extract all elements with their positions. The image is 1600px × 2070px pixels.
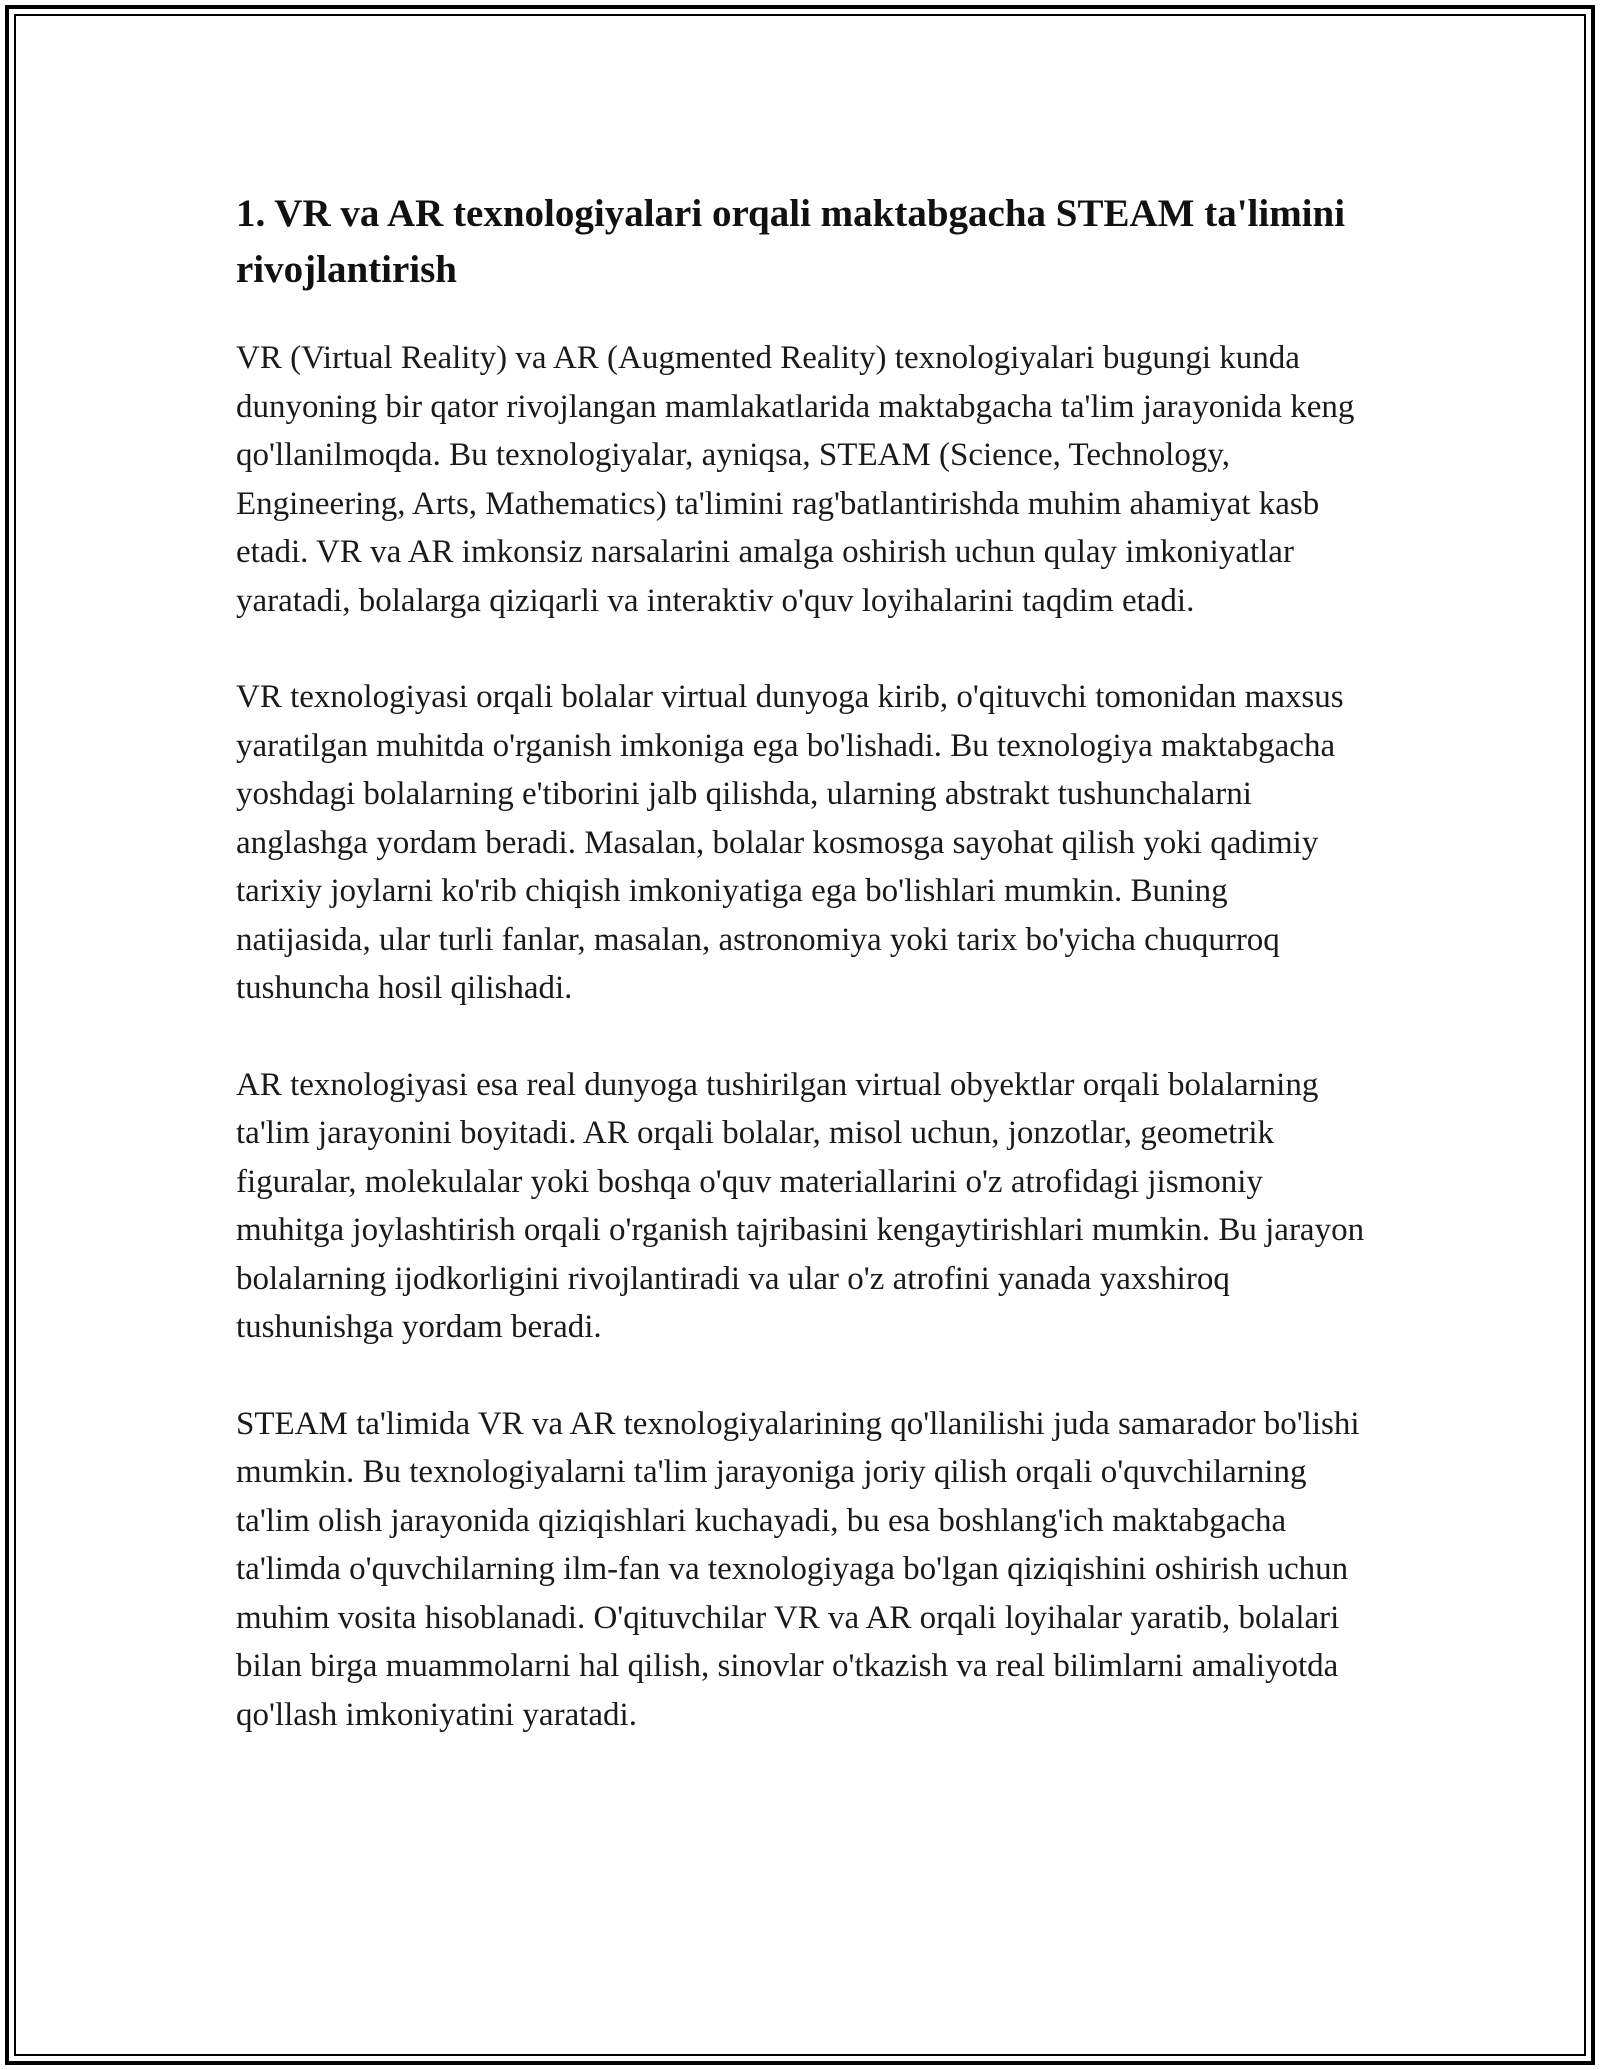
section-title: 1. VR va AR texnologiyalari orqali maktabgacha STEAM ta'limini rivojlantirish	[236, 192, 1346, 291]
paragraph-intro: VR (Virtual Reality) va AR (Augmented Reality) texnologiyalari bugungi kunda dunyoning bir qator rivojlangan mamlakatlarida maktabgacha ta'lim jarayonida keng qo'llanilmoqda. Bu texnologiyalar, ayniqsa, STEAM (Science, Technology, Engineering, Arts, Mathematics) ta'limini rag'batlantirishda muhim ahamiyat kasb etadi. VR va AR imkonsiz narsalarini amalga oshirish uchun qulay imkoniyatlar yaratadi, bolalarga qiziqarli va interaktiv o'quv loyihalarini taqdim etadi.	[236, 340, 1355, 619]
document-body	[236, 186, 1366, 1787]
paragraph-steam: STEAM ta'limida VR va AR texnologiyalarining qo'llanilishi juda samarador bo'lishi mumkin. Bu texnologiyalarni ta'lim jarayoniga joriy qilish orqali o'quvchilarning ta'lim olish jarayonida qiziqishlari kuchayadi, bu esa boshlang'ich maktabgacha ta'limda o'quvchilarning ilm-fan va texnologiyaga bo'lgan qiziqishini oshirish uchun muhim vosita hisoblanadi. O'qituvchilar VR va AR orqali loyihalar yaratib, bolalari bilan birga muammolarni hal qilish, sinovlar o'tkazish va real bilimlarni amaliyotda qo'llash imkoniyatini yaratadi.	[236, 1405, 1360, 1733]
paragraph-vr: VR texnologiyasi orqali bolalar virtual dunyoga kirib, o'qituvchi tomonidan maxsus yaratilgan muhitda o'rganish imkoniga ega bo'lishadi. Bu texnologiya maktabgacha yoshdagi bolalarning e'tiborini jalb qilishda, ularning abstrakt tushunchalarni anglashga yordam beradi. Masalan, bolalar kosmosga sayohat qilish yoki qadimiy tarixiy joylarni ko'rib chiqish imkoniyatiga ega bo'lishlari mumkin. Buning natijasida, ular turli fanlar, masalan, astronomiya yoki tarix bo'yicha chuqurroq tushuncha hosil qilishadi.	[236, 679, 1344, 1006]
paragraph-ar: AR texnologiyasi esa real dunyoga tushirilgan virtual obyektlar orqali bolalarning ta'lim jarayonini boyitadi. AR orqali bolalar, misol uchun, jonzotlar, geometrik figuralar, molekulalar yoki boshqa o'quv materiallarini o'z atrofidagi jismoniy muhitga joylashtirish orqali o'rganish tajribasini kengaytirishlari mumkin. Bu jarayon bolalarning ijodkorligini rivojlantiradi va ular o'z atrofini yanada yaxshiroq tushunishga yordam beradi.	[236, 1066, 1365, 1345]
